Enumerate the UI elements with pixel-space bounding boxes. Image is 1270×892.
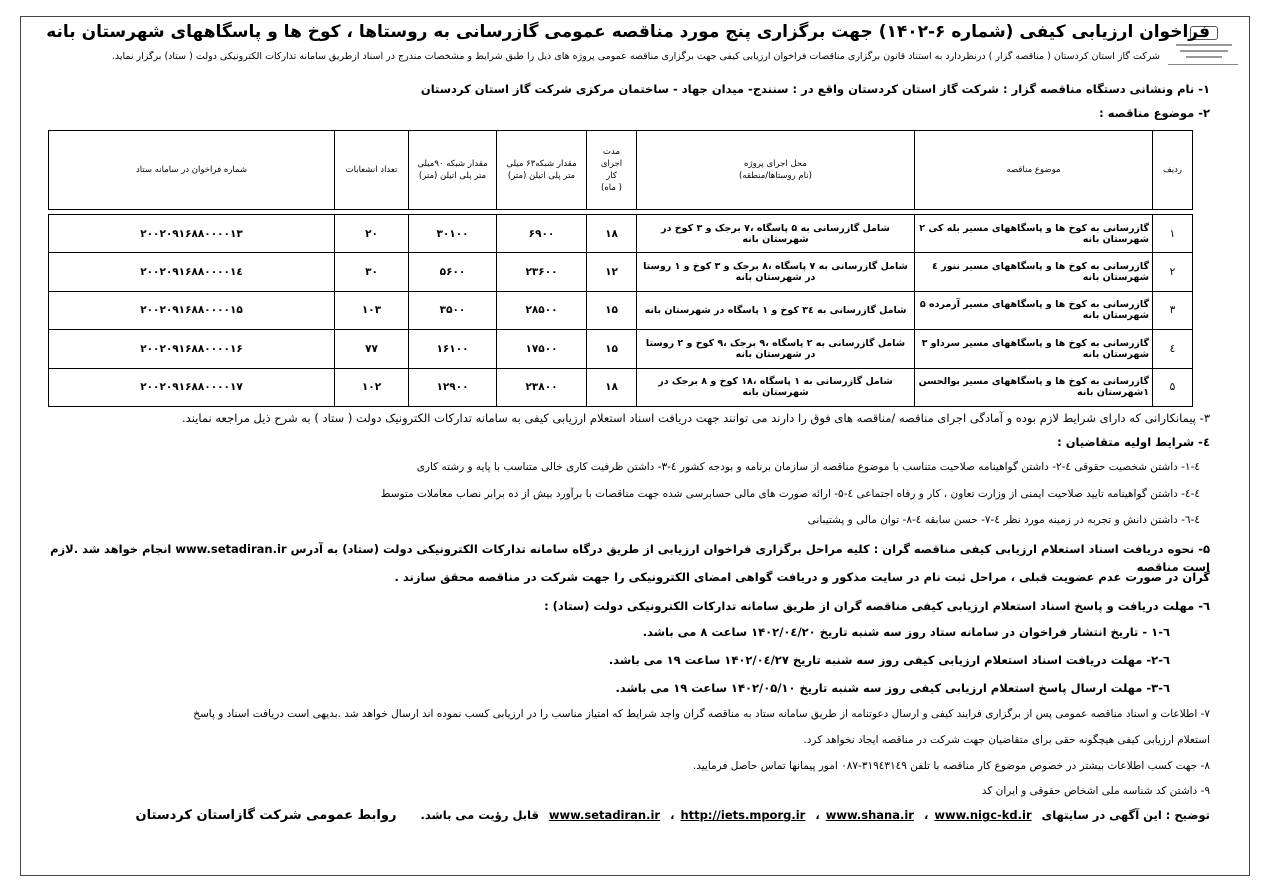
footer-note-end: قابل رؤیت می باشد.: [420, 808, 539, 822]
row-location: شامل گازرسانی به ۵ پاسگاه ،۷ برجک و ۳ کوخ در شهرستان بانه: [637, 215, 915, 253]
row-number: ۳: [1153, 291, 1193, 329]
row-location: شامل گازرسانی به ۷ پاسگاه ،۸ برجک و ۳ کوخ و ۱ روستا در شهرستان بانه: [637, 253, 915, 291]
row-subject: گازرسانی به کوخ ها و پاسگاههای مسیر سرداو ۳ شهرستان بانه: [915, 330, 1153, 368]
row-net90: ۱۶۱۰۰: [409, 330, 497, 368]
col-net90-header: مقدار شبکه ۹۰میلی متر پلی اتیلن (متر): [409, 131, 497, 210]
link-nigc-kd[interactable]: www.nigc-kd.ir: [934, 808, 1032, 822]
conditions-line-2: ٤-٤- داشتن گواهینامه تایید صلاحیت ایمنی از وزارت تعاون ، کار و رفاه اجتماعی ٤-۵- ارائه صورت های مالی حسابرسی شده جهت مناقصات با برآورد بیش از ده برابر نصاب معاملات متوسط: [380, 488, 1200, 500]
section-6-3: ٦-۳- مهلت ارسال پاسخ استعلام ارزیابی کیفی روز سه شنبه تاریخ ۱۴۰۲/۰۵/۱۰ ساعت ۱۹ می باشد.: [615, 681, 1170, 695]
row-subject: گازرسانی به کوخ ها و پاسگاههای مسیر ننور ٤ شهرستان بانه: [915, 253, 1153, 291]
row-number: ۲: [1153, 253, 1193, 291]
section-9: ۹- داشتن کد شناسه ملی اشخاص حقوقی و ایران کد: [981, 785, 1210, 797]
row-subject: گازرسانی به کوخ ها و پاسگاههای مسیر بله کی ۲ شهرستان بانه: [915, 215, 1153, 253]
table-row: [49, 253, 1193, 291]
footer-note-label: توضیح : این آگهی در سایتهای: [1041, 808, 1210, 822]
link-shana[interactable]: www.shana.ir: [825, 808, 914, 822]
row-net63: ۲۳۶۰۰: [497, 253, 587, 291]
col-net63-header: مقدار شبکه۶۳ میلی متر پلی اتیلن (متر): [497, 131, 587, 210]
row-branches: ۷۷: [335, 330, 409, 368]
col-duration-header: مدت اجرای کار ( ماه): [587, 131, 637, 210]
section-4-heading: ٤- شرایط اولیه متقاضیان :: [1057, 435, 1210, 449]
section-1: ۱- نام ونشانی دستگاه مناقصه گزار : شرکت گاز استان کردستان واقع در : سنندج- میدان جهاد - ساختمان مرکزی شرکت گاز استان کردستان: [420, 82, 1210, 96]
row-subject: گازرسانی به کوخ ها و پاسگاههای مسیر آرمرده ۵ شهرستان بانه: [915, 291, 1153, 329]
section-6-1: ٦-۱ - تاریخ انتشار فراخوان در سامانه ستاد روز سه شنبه تاریخ ۱۴۰۲/۰٤/۲۰ ساعت ۸ می باشد.: [642, 625, 1170, 639]
row-branches: ۱۰۲: [335, 368, 409, 406]
row-net63: ۲۳۸۰۰: [497, 368, 587, 406]
section-6-2: ٦-۲- مهلت دریافت اسناد استعلام ارزیابی کیفی روز سه شنبه تاریخ ۱۴۰۲/۰٤/۲۷ ساعت ۱۹ می باشد.: [608, 653, 1170, 667]
row-branches: ۲۰: [335, 215, 409, 253]
col-location-header: محل اجرای پروژه (نام روستاها/منطقه): [637, 131, 915, 210]
col-branches-header: تعداد انشعابات: [335, 131, 409, 210]
link-setadiran[interactable]: www.setadiran.ir: [548, 808, 661, 822]
row-net90: ۳۰۱۰۰: [409, 215, 497, 253]
section-2-heading: ۲- موضوع مناقصه :: [1099, 106, 1210, 120]
row-net90: ۵۶۰۰: [409, 253, 497, 291]
conditions-line-1: ٤-۱- داشتن شخصیت حقوقی ٤-۲- داشتن گواهینامه صلاحیت متناسب با موضوع مناقصه از سازمان برنامه و بودجه کشور ٤-۳- داشتن ظرفیت کاری خالی متناسب با پایه و رشته کاری: [416, 461, 1200, 473]
row-duration: ۱۸: [587, 215, 637, 253]
row-duration: ۱۵: [587, 291, 637, 329]
row-location: شامل گازرسانی به ۱ پاسگاه ،۱۸ کوخ و ۸ برجک در شهرستان بانه: [637, 368, 915, 406]
col-callno-header: شماره فراخوان در سامانه ستاد: [49, 131, 335, 210]
notice-intro: شرکت گاز استان کردستان ( مناقصه گزار ) درنظردارد به استناد قانون برگزاری مناقصات فراخوان ارزیابی کیفی جهت برگزاری مناقصه عمومی پروژه های ذیل را طبق شرایط و مشخصات مندرج در اسناد ازطریق سامانه تدارکات الکترونیکی دولت ( ستاد) برگزار نماید.: [111, 51, 1160, 62]
table-row: [49, 291, 1193, 329]
row-net63: ۲۸۵۰۰: [497, 291, 587, 329]
row-call-number: ۲۰۰۲۰۹۱۶۸۸۰۰۰۰۱۶: [49, 330, 335, 368]
link-iets-mporg[interactable]: http://iets.mporg.ir: [680, 808, 806, 822]
row-number: ۵: [1153, 368, 1193, 406]
row-call-number: ۲۰۰۲۰۹۱۶۸۸۰۰۰۰۱۷: [49, 368, 335, 406]
row-duration: ۱۵: [587, 330, 637, 368]
row-call-number: ۲۰۰۲۰۹۱۶۸۸۰۰۰۰۱۳: [49, 215, 335, 253]
table-header-row: [49, 131, 1193, 210]
section-3: ۳- پیمانکارانی که دارای شرایط لازم بوده و آمادگی اجرای مناقصه /مناقصه های فوق را دارند می توانند جهت دریافت اسناد استعلام ارزیابی کیفی به سامانه تدارکات الکترونیک دولت ( ستاد ) به شرح ذیل مراجعه نمایند.: [182, 411, 1210, 425]
row-subject: گازرسانی به کوخ ها و پاسگاههای مسیر بوالحسن ۱شهرستان بانه: [915, 368, 1153, 406]
row-location: شامل گازرسانی به ۳٤ کوخ و ۱ پاسگاه در شهرستان بانه: [637, 291, 915, 329]
section-7: ۷- اطلاعات و اسناد مناقصه عمومی پس از برگزاری فرایند کیفی و ارسال دعوتنامه از طریق سامانه ستاد به مناقصه گران واجد شرایط که امتیاز مناسب را در ارزیابی کسب نموده اند ارسال خواهد شد .بدیهی است دریافت اسناد و پاسخ: [193, 708, 1210, 720]
row-net63: ۱۷۵۰۰: [497, 330, 587, 368]
table-row: [49, 330, 1193, 368]
table-row: [49, 215, 1193, 253]
tenders-table: [48, 130, 1193, 407]
section-5: ۵- نحوه دریافت اسناد استعلام ارزیابی کیفی مناقصه گران : کلیه مراحل برگزاری فراخوان ارزیابی از طریق درگاه سامانه تدارکات الکترونیکی دولت (ستاد) به آدرس www.setadiran.ir انجام خواهد شد .لازم است مناقصه: [50, 542, 1210, 574]
notice-title: فراخوان ارزیابی کیفی (شماره ۶-۱۴۰۲) جهت برگزاری پنج مورد مناقصه عمومی گازرسانی به روستاها ، کوخ ها و پاسگاههای شهرستان بانه: [46, 22, 1210, 42]
section-7-continued: استعلام ارزیابی کیفی هیچگونه حقی برای متقاضیان جهت شرکت در مناقصه ایجاد نخواهد کرد.: [803, 734, 1210, 746]
section-5-continued: گران در صورت عدم عضویت قبلی ، مراحل ثبت نام در سایت مذکور و دریافت گواهی امضای الکترونیکی را جهت شرکت در مناقصه محقق سازند .: [394, 570, 1210, 584]
col-row-header: ردیف: [1153, 131, 1193, 210]
row-number: ۱: [1153, 215, 1193, 253]
col-subject-header: موضوع مناقصه: [915, 131, 1153, 210]
row-net90: ۳۵۰۰: [409, 291, 497, 329]
row-location: شامل گازرسانی به ۲ پاسگاه ،۹ برجک ،۹ کوخ و ۲ روستا در شهرستان بانه: [637, 330, 915, 368]
row-number: ٤: [1153, 330, 1193, 368]
row-net63: ۶۹۰۰: [497, 215, 587, 253]
footer-note: توضیح : این آگهی در سایتهای www.nigc-kd.ir، www.shana.ir، http://iets.mporg.ir، www.setadiran.ir قابل رؤیت می باشد. روابط عمومی شرکت گازاستان کردستان: [135, 808, 1210, 823]
footer-signature: روابط عمومی شرکت گازاستان کردستان: [135, 808, 397, 823]
row-branches: ۱۰۳: [335, 291, 409, 329]
section-6: ٦- مهلت دریافت و پاسخ اسناد استعلام ارزیابی کیفی مناقصه گران از طریق سامانه تدارکات الکترونیکی دولت (ستاد) :: [544, 599, 1210, 613]
row-duration: ۱۲: [587, 253, 637, 291]
row-call-number: ۲۰۰۲۰۹۱۶۸۸۰۰۰۰۱۵: [49, 291, 335, 329]
section-8: ۸- جهت کسب اطلاعات بیشتر در خصوص موضوع کار مناقصه با تلفن ۳۱۹٤۳۱٤۹-۰۸۷ امور پیمانها تماس حاصل فرمایید.: [692, 760, 1210, 772]
table-row: [49, 368, 1193, 406]
row-branches: ۳۰: [335, 253, 409, 291]
conditions-line-3: ٤-٦- داشتن دانش و تجربه در زمینه مورد نظر ٤-۷- حسن سابقه ٤-۸- توان مالی و پشتیبانی: [807, 514, 1200, 526]
row-call-number: ۲۰۰۲۰۹۱۶۸۸۰۰۰۰۱٤: [49, 253, 335, 291]
row-net90: ۱۲۹۰۰: [409, 368, 497, 406]
row-duration: ۱۸: [587, 368, 637, 406]
